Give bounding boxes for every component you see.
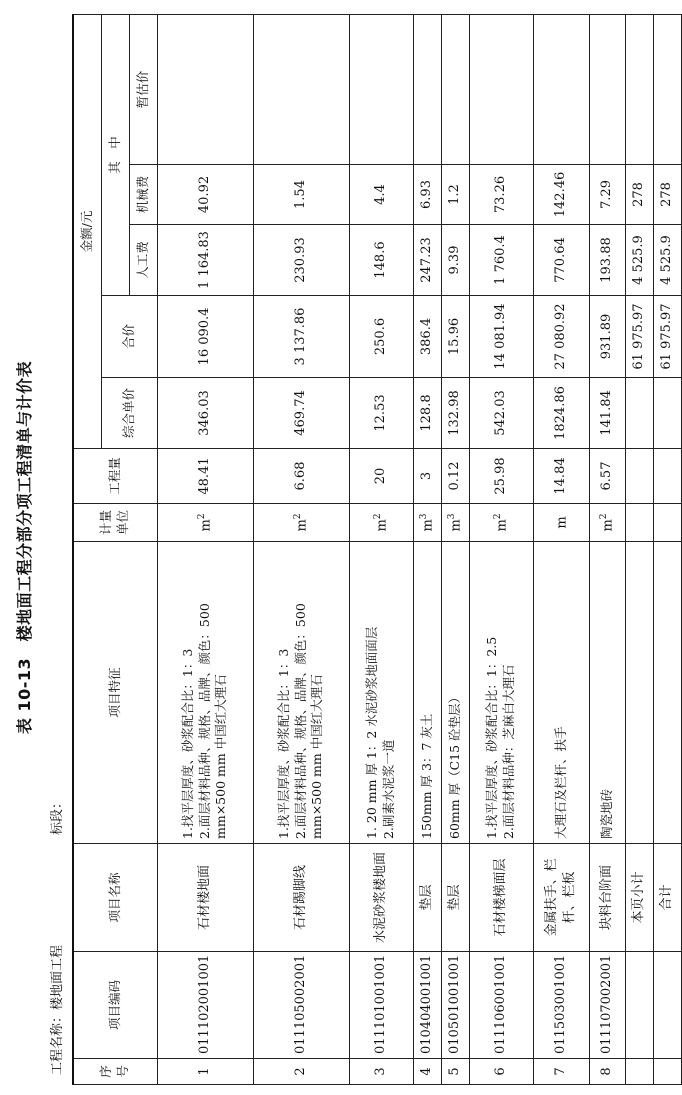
feature-line: 2.面层材料品种、规格、品牌、颜色：500 mm×500 mm 中国红大理石: [292, 603, 325, 839]
unit-base: m: [419, 519, 435, 532]
unit-base: m: [493, 519, 509, 532]
row-total: 15.96: [441, 296, 469, 378]
row-labor: 247.23: [413, 225, 441, 296]
row-features: [253, 542, 349, 844]
row-features: [413, 542, 441, 844]
row-provisional: [589, 14, 625, 164]
feature-line: 2.刷素水泥浆一道: [381, 739, 396, 839]
row-unit: [349, 504, 413, 542]
row-name: 垫层: [413, 844, 441, 952]
header-qty: 工程量: [73, 449, 157, 504]
feature-line: 大理石及栏杆、扶手: [552, 726, 568, 839]
unit-base: m: [447, 519, 463, 532]
unit-base: m: [293, 519, 309, 532]
row-machine: 40.92: [157, 165, 253, 225]
row-features: [349, 542, 413, 844]
row-code: 010501001001: [441, 952, 469, 1059]
row-unit-price: 128.8: [413, 378, 441, 449]
grand-total-total: 61 975.97: [653, 296, 681, 378]
row-qty: 6.68: [253, 449, 349, 504]
table-row: [157, 14, 253, 1084]
row-total: 250.6: [349, 296, 413, 378]
header-unit-price: 综合单价: [101, 378, 157, 449]
feature-line: 1. 20 mm 厚 1：2 水泥砂浆地面面层: [364, 626, 380, 839]
unit-exponent: 2: [292, 513, 303, 520]
row-code: 011107002001: [589, 952, 625, 1059]
row-unit-price: 469.74: [253, 378, 349, 449]
row-provisional: [533, 14, 589, 164]
project-name: 工程名称：楼地面工程: [50, 944, 65, 1075]
row-total: 931.89: [589, 296, 625, 378]
row-unit: [533, 504, 589, 542]
header-total: 合价: [101, 296, 157, 378]
row-unit-price: 1824.86: [533, 378, 589, 449]
feature-line: 1.找平层厚度、砂浆配合比：1：3: [179, 648, 195, 839]
header-code: 项目编码: [73, 952, 157, 1059]
unit-exponent: 2: [196, 513, 207, 520]
row-features: [157, 542, 253, 844]
row-unit-price: 132.98: [441, 378, 469, 449]
row-seq: 7: [533, 1059, 589, 1085]
row-name: 水泥砂浆楼地面: [349, 844, 413, 952]
row-provisional: [441, 14, 469, 164]
row-seq: 2: [253, 1059, 349, 1085]
header-unit: 计量单位: [73, 504, 157, 542]
unit-base: m: [373, 519, 389, 532]
row-provisional: [157, 14, 253, 164]
row-seq: 5: [441, 1059, 469, 1085]
row-provisional: [469, 14, 533, 164]
table-row: [413, 14, 441, 1084]
row-provisional: [413, 14, 441, 164]
section-label: 标段：: [50, 795, 65, 835]
table-row: [589, 14, 625, 1084]
header-features: 项目特征: [73, 542, 157, 844]
row-name: 石材楼梯面层: [469, 844, 533, 952]
unit-exponent: 2: [492, 513, 503, 520]
row-features: [441, 542, 469, 844]
table-row: [441, 14, 469, 1084]
grand-total-machine: 278: [653, 165, 681, 225]
row-name: 石材踢脚线: [253, 844, 349, 952]
row-machine: 7.29: [589, 165, 625, 225]
row-unit-price: 12.53: [349, 378, 413, 449]
subtotal-labor: 4 525.9: [625, 225, 653, 296]
unit-exponent: 3: [418, 513, 429, 520]
table-row: [253, 14, 349, 1084]
row-unit: [413, 504, 441, 542]
row-unit-price: 346.03: [157, 378, 253, 449]
unit-exponent: 3: [446, 513, 457, 520]
row-total: 386.4: [413, 296, 441, 378]
row-code: 011503001001: [533, 952, 589, 1059]
row-features: [469, 542, 533, 844]
row-code: 011101001001: [349, 952, 413, 1059]
row-features: [533, 542, 589, 844]
row-qty: 0.12: [441, 449, 469, 504]
row-code: 011102001001: [157, 952, 253, 1059]
row-unit: [253, 504, 349, 542]
row-labor: 1 164.83: [157, 225, 253, 296]
header-name: 项目名称: [73, 844, 157, 952]
feature-line: 2.面层材料品种、规格、品牌、颜色：500 mm×500 mm 中国红大理石: [196, 603, 229, 839]
row-machine: 142.46: [533, 165, 589, 225]
table-row: [533, 14, 589, 1084]
row-labor: 9.39: [441, 225, 469, 296]
row-qty: 48.41: [157, 449, 253, 504]
row-features: [589, 542, 625, 844]
row-unit: [469, 504, 533, 542]
unit-base: m: [599, 519, 615, 532]
header-machine: 机械费: [129, 165, 157, 225]
row-total: 3 137.86: [253, 296, 349, 378]
row-code: 011105002001: [253, 952, 349, 1059]
row-machine: 1.2: [441, 165, 469, 225]
row-unit-price: 542.03: [469, 378, 533, 449]
feature-line: 150mm 厚 3：7 灰土: [418, 713, 434, 839]
row-qty: 6.57: [589, 449, 625, 504]
row-machine: 73.26: [469, 165, 533, 225]
feature-line: 60mm 厚（C15 砼垫层）: [446, 690, 462, 839]
feature-line: 2.面层材料品种：芝麻白大理石: [501, 664, 516, 839]
header-labor: 人工费: [129, 225, 157, 296]
row-machine: 1.54: [253, 165, 349, 225]
row-name: 石材楼地面: [157, 844, 253, 952]
row-unit: [589, 504, 625, 542]
unit-base: m: [197, 519, 213, 532]
header-amount: 金额/元: [73, 14, 101, 448]
feature-line: 陶瓷地砖: [598, 788, 614, 839]
row-seq: 4: [413, 1059, 441, 1085]
row-code: 010404001001: [413, 952, 441, 1059]
row-labor: 1 760.4: [469, 225, 533, 296]
table-row: [349, 14, 413, 1084]
row-unit-price: 141.84: [589, 378, 625, 449]
feature-line: 1.找平层厚度、砂浆配合比：1：2.5: [484, 636, 500, 839]
unit-exponent: 2: [372, 513, 383, 520]
page-title: 表 10-13 楼地面工程分部分项工程清单与计价表: [15, 360, 34, 735]
row-unit: [441, 504, 469, 542]
subtotal-total: 61 975.97: [625, 296, 653, 378]
row-machine: 4.4: [349, 165, 413, 225]
row-labor: 193.88: [589, 225, 625, 296]
grand-total-label: 合计: [653, 844, 681, 952]
header-provisional: 暂估价: [129, 14, 157, 164]
feature-line: 1.找平层厚度、砂浆配合比：1：3: [275, 648, 291, 839]
row-qty: 3: [413, 449, 441, 504]
row-unit: [157, 504, 253, 542]
row-qty: 14.84: [533, 449, 589, 504]
row-code: 011106001001: [469, 952, 533, 1059]
unit-base: m: [553, 516, 569, 529]
row-total: 27 080.92: [533, 296, 589, 378]
row-qty: 20: [349, 449, 413, 504]
row-labor: 230.93: [253, 225, 349, 296]
row-name: 金属扶手、栏杆、栏板: [533, 844, 589, 952]
bill-of-quantities-table: [72, 14, 682, 1085]
row-labor: 148.6: [349, 225, 413, 296]
table-row: [469, 14, 533, 1084]
row-seq: 3: [349, 1059, 413, 1085]
row-seq: 1: [157, 1059, 253, 1085]
row-seq: 6: [469, 1059, 533, 1085]
row-qty: 25.98: [469, 449, 533, 504]
row-seq: 8: [589, 1059, 625, 1085]
row-machine: 6.93: [413, 165, 441, 225]
row-total: 16 090.4: [157, 296, 253, 378]
row-name: 垫层: [441, 844, 469, 952]
unit-exponent: 2: [598, 513, 609, 520]
row-provisional: [349, 14, 413, 164]
row-provisional: [253, 14, 349, 164]
subtotal-label: 本页小计: [625, 844, 653, 952]
row-total: 14 081.94: [469, 296, 533, 378]
row-name: 块料台阶面: [589, 844, 625, 952]
grand-total-labor: 4 525.9: [653, 225, 681, 296]
row-labor: 770.64: [533, 225, 589, 296]
subtotal-machine: 278: [625, 165, 653, 225]
header-among: 其 中: [101, 14, 129, 295]
header-seq: 序号: [73, 1059, 157, 1085]
